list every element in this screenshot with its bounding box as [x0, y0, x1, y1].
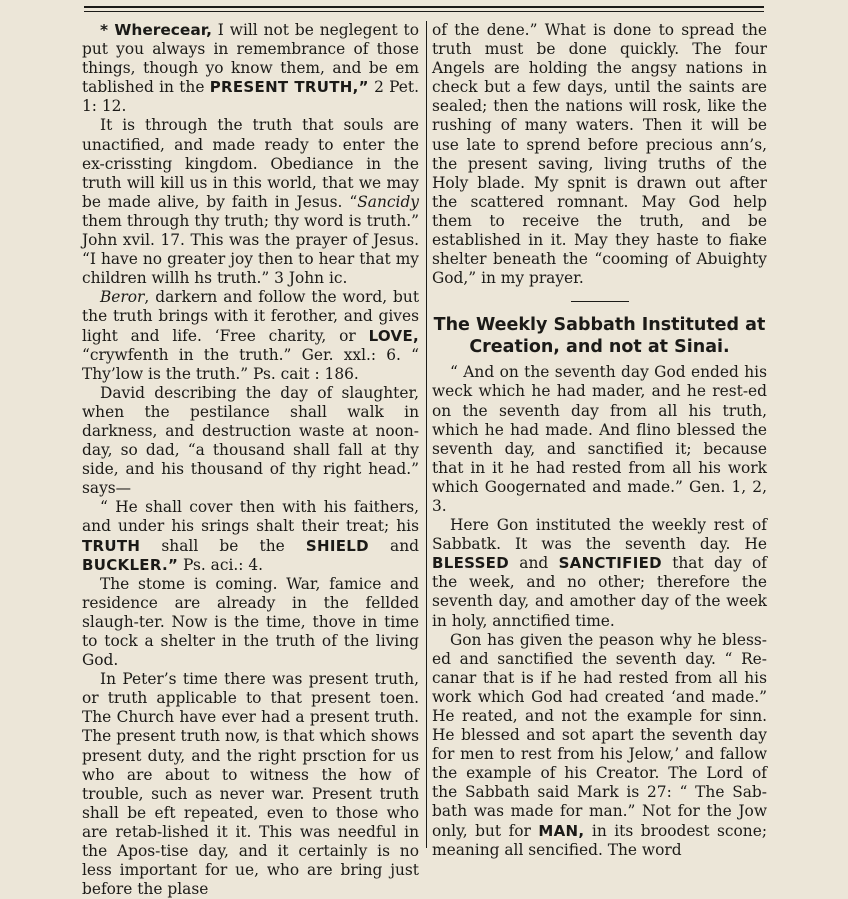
article-heading: The Weekly Sabbath Instituted at Creation, and not at Sinai. — [433, 315, 766, 358]
paragraph: It is through the truth that souls are unactified, and made ready to enter the ex-crissting kingdom. Obediance in the truth will kill us in this world, that we may be made alive, by faith in Jesus. “Sancidy them through thy truth; thy word is truth.” John xvil. 17. This was the prayer of Jesus. “I have no greater joy then to hear that my children willh hs truth.” 3 John ic. — [82, 116, 419, 288]
paragraph: “ He shall cover then with his faithers, and under his srings shalt their treat; his TRUTH shall be the SHIELD and BUCKLER.” Ps. aci.: 4. — [82, 498, 419, 574]
section-rule — [571, 301, 629, 302]
paragraph: * Wherecear, I will not be neglegent to put you always in remembrance of those things, though yo know them, and be em tablished in the PRESENT TRUTH,” 2 Pet. 1: 12. — [82, 21, 419, 116]
top-rule-thin — [84, 11, 764, 12]
paragraph: In Peter’s time there was present truth, or truth applicable to that present toen. The Church have ever had a present truth. The present truth now, is that which shows present duty, and the right prsction for us who are about to witness the how of trouble, such as never war. Present truth shall be eft repeated, even to those who are retab-lished it it. This was needful in the Apos-tise day, and it certainly is no less important for ue, who are bring just before the plase — [82, 670, 419, 899]
paragraph: The stome is coming. War, famice and residence are already in the fellded slaugh-ter. Now is the time, thove in time to tock a shelter in the truth of the living God. — [82, 574, 419, 670]
paragraph: David describing the day of slaughter, when the pestilance shall walk in darkness, and destruction waste at noon-day, so dad, “a thousand shall fall at thy side, and his thousand of thy right head.” says— — [82, 383, 419, 498]
right-column — [432, 21, 767, 860]
paragraph: Beror, darkern and follow the word, but the truth brings with it ferother, and gives light and life. ‘Free charity, or LOVE, “crywfenth in the truth.” Ger. xxl.: 6. “ Thy’low is the truth.” Ps. cait : 186. — [82, 288, 419, 383]
paragraph: “ And on the seventh day God ended his weck which he had mader, and he rest-ed on the seventh day from all his truth, which he had made. And flino blessed the seventh day, and sanctified it; because that in it he had rested from all his work which Googernated and made.” Gen. 1, 2, 3. — [432, 363, 767, 515]
paragraph: of the dene.” What is done to spread the truth must be done quickly. The four Angels are holding the angsy nations in check but a few days, until the saints are sealed; then the nations will rosk, like the rushing of many waters. Then it will be use late to sprend before precious ann’s, the present saving, living truths of the Holy blade. My spnit is drawn out after the scattered romnant. May God help them to receive the truth, and be established in it. May they haste to fiake shelter beneath the “cooming of Abuighty God,” in my prayer. — [432, 21, 767, 288]
paragraph: Here Gon instituted the weekly rest of Sabbatk. It was the seventh day. He BLESSED and SANCTIFIED that day of the week, and no other; therefore the seventh day, and amother day of the week in holy, annctified time. — [432, 516, 767, 630]
top-rule — [84, 6, 764, 8]
left-column — [82, 21, 419, 899]
paragraph: Gon has given the peason why he bless-ed and sanctified the seventh day. “ Re-canar that is if he had rested from all his work which God had created ʻand made.” He reated, and not the example for sinn. He blessed and sot apart the seventh day for men to rest from his Jelow,’ and fallow the example of his Creator. The Lord of the Sabbath said Mark is 27: “ The Sab-bath was made for man.” Not for the Jow only, but for MAN, in its broodest scone; meaning all sencified. The word — [432, 630, 767, 859]
column-divider — [426, 21, 427, 848]
